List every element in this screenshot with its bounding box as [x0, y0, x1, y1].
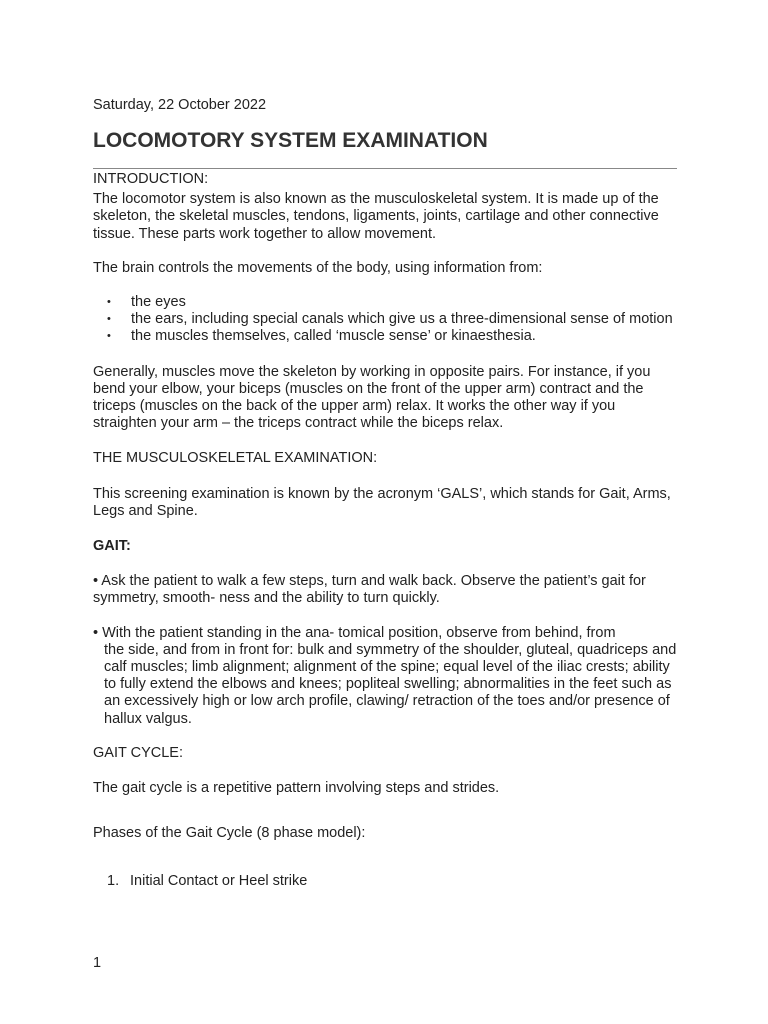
document-title: LOCOMOTORY SYSTEM EXAMINATION — [93, 129, 488, 152]
musculoskeletal-heading: THE MUSCULOSKELETAL EXAMINATION: — [93, 450, 378, 467]
gals-paragraph: This screening examination is known by the acronym ‘GALS’, which stands for Gait, Arms, Legs and Spine. — [93, 485, 671, 519]
list-item — [93, 328, 677, 345]
phases-heading: Phases of the Gait Cycle (8 phase model): — [93, 825, 366, 842]
page-number: 1 — [93, 955, 102, 971]
list-item-text: the ears, including special canals which give us a three-dimensional sense of motion — [131, 311, 673, 328]
bullet-icon: • — [107, 330, 111, 343]
senses-list — [93, 294, 677, 346]
list-item — [93, 873, 677, 890]
document-date: Saturday, 22 October 2022 — [93, 97, 267, 113]
list-item-number: 1. — [107, 873, 120, 890]
introduction-paragraph-3: Generally, muscles move the skeleton by working in opposite pairs. For instance, if you bend your elbow, your biceps (muscles on the front of the upper arm) contract and the triceps (muscles on the back of the upper arm) relax. It works the other way if you straighten your arm – the triceps contract while the biceps relax. — [93, 363, 651, 432]
gait-bullet-2-lead: • With the patient standing in the ana- tomical position, observe from behind, from — [93, 624, 616, 641]
bullet-icon: • — [107, 296, 111, 309]
list-item-text: the muscles themselves, called ‘muscle sense’ or kinaesthesia. — [131, 328, 536, 345]
introduction-paragraph-2: The brain controls the movements of the body, using information from: — [93, 259, 543, 276]
list-item-text: the eyes — [131, 294, 186, 311]
gait-bullet-2 — [93, 625, 677, 728]
list-item-text: Initial Contact or Heel strike — [130, 873, 308, 890]
list-item — [93, 294, 677, 311]
list-item — [93, 311, 677, 328]
document-page — [93, 96, 677, 891]
title-divider — [93, 168, 677, 169]
gait-cycle-heading: GAIT CYCLE: — [93, 744, 183, 761]
gait-cycle-paragraph: The gait cycle is a repetitive pattern involving steps and strides. — [93, 780, 500, 797]
phases-list — [93, 873, 677, 890]
introduction-paragraph-1: The locomotor system is also known as the musculoskeletal system. It is made up of the skeleton, the skeletal muscles, tendons, ligaments, joints, cartilage and other connective tissue. These parts work together to allow movement. — [93, 191, 659, 242]
gait-heading: GAIT: — [93, 538, 131, 555]
bullet-icon: • — [107, 313, 111, 326]
introduction-heading: INTRODUCTION: — [93, 171, 209, 187]
gait-bullet-1: • Ask the patient to walk a few steps, turn and walk back. Observe the patient’s gait for symmetry, smooth- ness and the ability to turn quickly. — [93, 573, 646, 607]
gait-bullet-2-continuation: the side, and from in front for: bulk and symmetry of the shoulder, gluteal, quadriceps and calf muscles; limb alignment; alignment of the spine; equal level of the iliac crests; ability to fully extend the elbows and knees; popliteal swelling; abnormalities in the feet such as an excessively high or low arch profile, clawing/ retraction of the toes and/or presence of hallux valgus. — [104, 641, 677, 727]
